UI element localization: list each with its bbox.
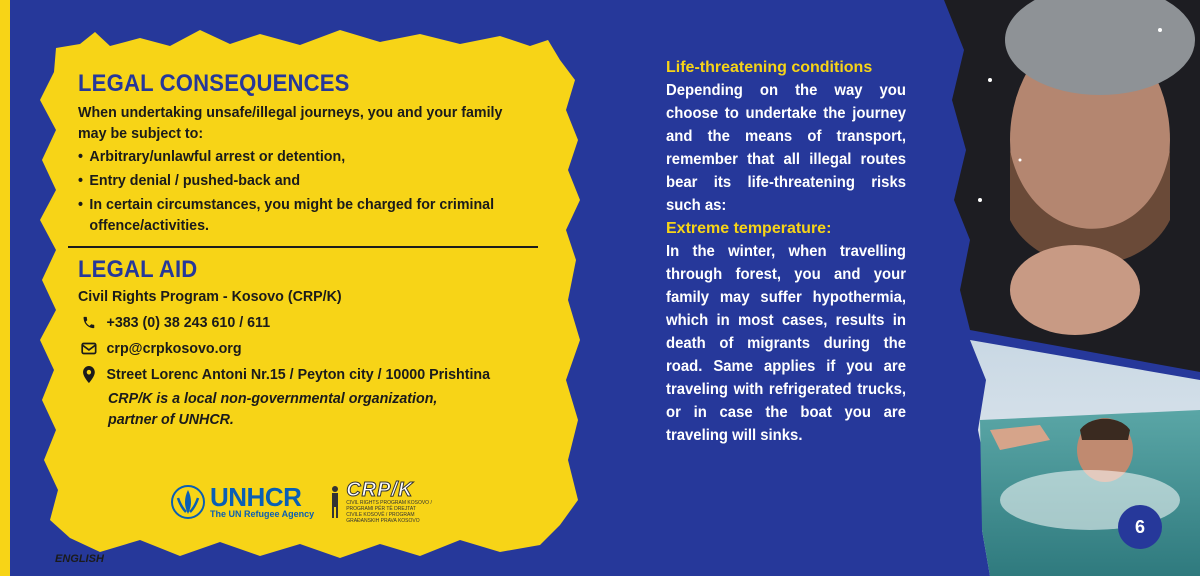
- unhcr-logo-text: UNHCR: [210, 482, 302, 512]
- organization-name: Civil Rights Program - Kosovo (CRP/K): [78, 288, 342, 305]
- phone-number[interactable]: +383 (0) 38 243 610 / 611: [106, 314, 271, 331]
- organization-description: CRP/K is a local non-governmental organization, partner of UNHCR.: [108, 390, 438, 428]
- legal-consequences-intro: When undertaking unsafe/illegal journeys, you and your family may be subject to:: [78, 104, 503, 142]
- email-row: [78, 338, 525, 359]
- section-divider: [68, 246, 538, 248]
- crpk-logo-subtitle: CIVIL RIGHTS PROGRAM KOSOVO / PROGRAMI PËR TË DREJTAT CIVILE KOSOVË / PROGRAM GRAĐANSKIH PRAVA KOSOVO: [346, 500, 432, 524]
- life-threatening-paragraph: Depending on the way you choose to undertake the journey and the means of transport, remember that all illegal routes bear its life-threatening risks such as:: [666, 82, 906, 214]
- crpk-logo: [328, 480, 432, 524]
- drowning-man-photo: [970, 340, 1200, 576]
- crpk-figure-icon: [328, 485, 342, 519]
- language-label: ENGLISH: [55, 553, 104, 565]
- photo-collage: [930, 0, 1200, 576]
- partner-logos: [170, 480, 432, 524]
- list-item: • Arbitrary/unlawful arrest or detention,: [78, 146, 525, 167]
- legal-aid-heading: LEGAL AID: [78, 256, 198, 283]
- email-icon: [78, 341, 99, 356]
- address-row: [78, 364, 525, 385]
- location-pin-icon: [78, 366, 99, 383]
- phone-row: [78, 312, 525, 333]
- legal-info-card: [78, 70, 548, 430]
- unhcr-emblem-icon: [170, 484, 206, 520]
- email-address[interactable]: crp@crpkosovo.org: [106, 340, 242, 357]
- phone-icon: [78, 315, 99, 330]
- consequences-list: [78, 146, 525, 236]
- extreme-temperature-subtitle: Extreme temperature:: [666, 220, 832, 237]
- life-threatening-subtitle: Life-threatening conditions: [666, 59, 873, 76]
- unhcr-logo-subtitle: The UN Refugee Agency: [210, 509, 315, 519]
- list-item: • In certain circumstances, you might be charged for criminal offence/activities.: [78, 194, 525, 236]
- cold-man-photo: [944, 0, 1200, 372]
- crpk-logo-text: CRP/K: [346, 479, 414, 501]
- page-number-badge: 6: [1118, 505, 1162, 549]
- unhcr-logo: [170, 484, 314, 520]
- risks-column: [666, 56, 916, 447]
- list-item: • Entry denial / pushed-back and: [78, 170, 525, 191]
- legal-consequences-heading: LEGAL CONSEQUENCES: [78, 70, 350, 97]
- extreme-temperature-paragraph: In the winter, when travelling through forest, you and your family may suffer hypothermia, which in most cases, results in death of migrants during the road. Same applies if you are traveling with refrigerated trucks, or in case the boat you are traveling will sinks.: [666, 243, 906, 444]
- street-address: Street Lorenc Antoni Nr.15 / Peyton city / 10000 Prishtina: [106, 366, 491, 383]
